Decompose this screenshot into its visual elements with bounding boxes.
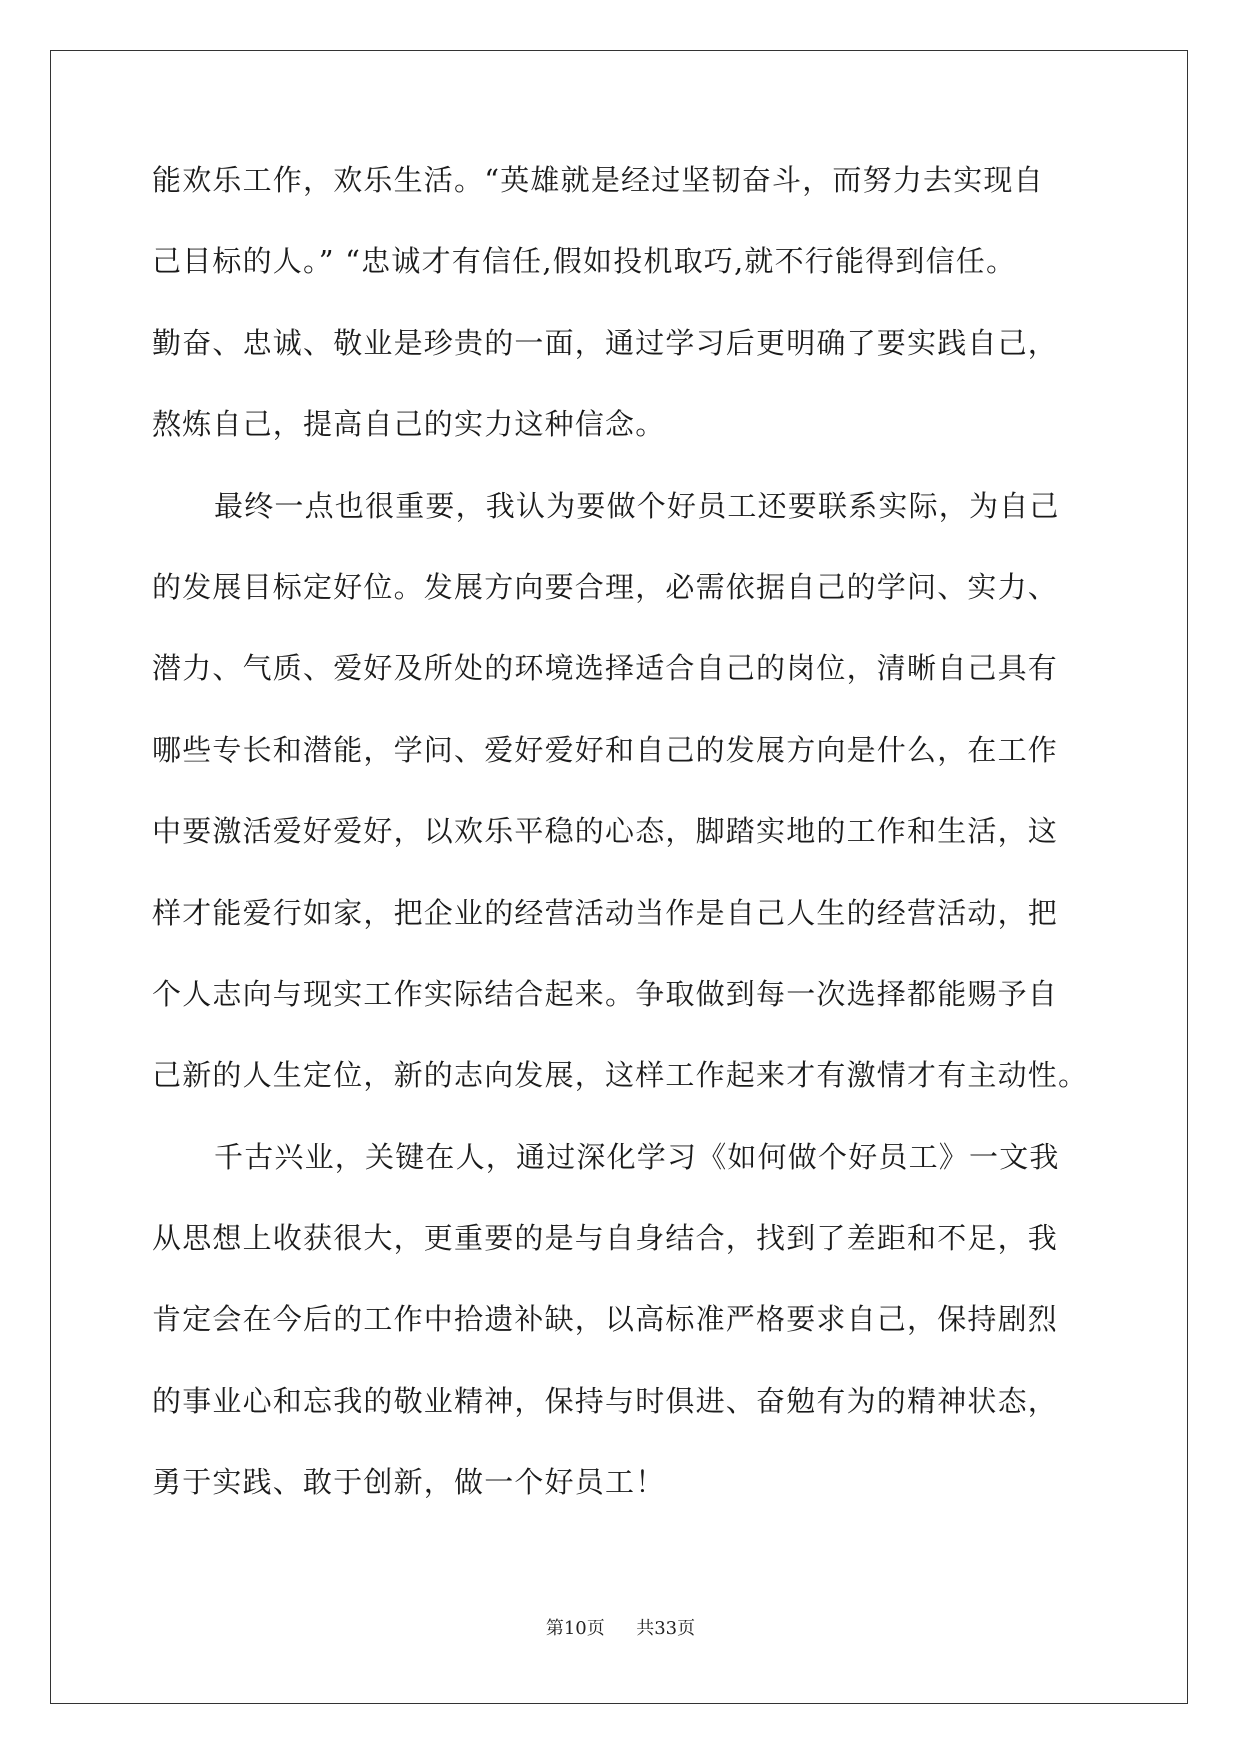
text-line: 己目标的人。” “忠诚才有信任,假如投机取巧,就不行能得到信任。	[152, 244, 1017, 279]
text-line: 中要激活爱好爱好，以欢乐平稳的心态，脚踏实地的工作和生活，这	[152, 814, 1059, 849]
paragraph-first-line: 千古兴业，关键在人，通过深化学习《如何做个好员工》一文我	[214, 1139, 1060, 1174]
text-line: 熬炼自己，提高自己的实力这种信念。	[152, 407, 666, 442]
text-line: 的事业心和忘我的敬业精神，保持与时俱进、奋勉有为的精神状态，	[152, 1383, 1059, 1418]
text-line: 能欢乐工作，欢乐生活。“英雄就是经过坚韧奋斗，而努力去实现自	[152, 163, 1044, 197]
paragraph-first-line: 最终一点也很重要，我认为要做个好员工还要联系实际，为自己	[214, 488, 1060, 523]
page-total: 共33页	[636, 1618, 696, 1639]
text-line: 样才能爱行如家，把企业的经营活动当作是自己人生的经营活动，把	[152, 895, 1059, 930]
page-footer	[0, 1614, 1241, 1640]
text-line: 勇于实践、敢于创新，做一个好员工！	[152, 1465, 666, 1500]
text-line: 勤奋、忠诚、敬业是珍贵的一面，通过学习后更明确了要实践自己，	[152, 325, 1059, 360]
text-line: 肯定会在今后的工作中拾遗补缺，以高标准严格要求自己，保持剧烈	[152, 1302, 1059, 1337]
text-line: 个人志向与现实工作实际结合起来。争取做到每一次选择都能赐予自	[152, 976, 1059, 1011]
text-line: 哪些专长和潜能，学问、爱好爱好和自己的发展方向是什么，在工作	[152, 732, 1059, 767]
text-line: 从思想上收获很大，更重要的是与自身结合，找到了差距和不足，我	[152, 1221, 1059, 1256]
text-line: 己新的人生定位，新的志向发展，这样工作起来才有激情才有主动性。	[152, 1058, 1089, 1093]
text-line: 潜力、气质、爱好及所处的环境选择适合自己的岗位，清晰自己具有	[152, 651, 1059, 686]
document-body	[152, 160, 1102, 1544]
page-number: 第10页	[545, 1618, 605, 1639]
text-line: 的发展目标定好位。发展方向要合理，必需依据自己的学问、实力、	[152, 569, 1059, 604]
